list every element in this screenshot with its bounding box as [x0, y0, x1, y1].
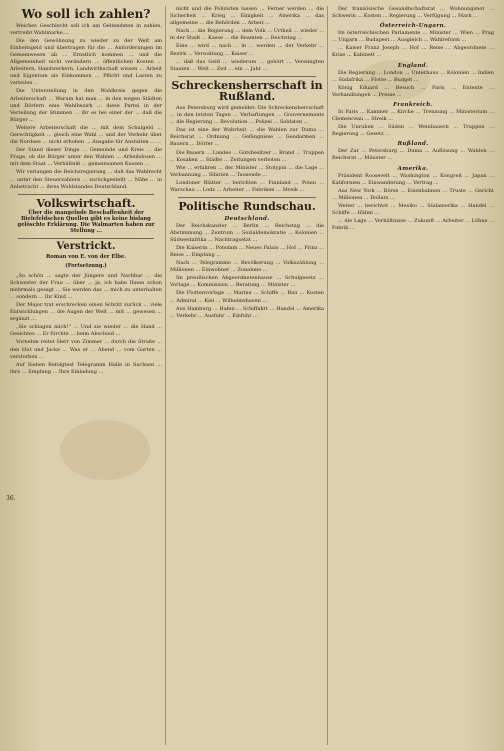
article-paragraph: ... daß das Geld ... wiederum ... gehört ... Vereinigten Staaten ... Welt ... Zeit ... ein ... Jahr ...: [170, 58, 324, 72]
subhead-deutschland: Deutschland.: [224, 215, 270, 222]
headline-schreckensherrschaft: Schreckensherrschaft in Rußland.: [171, 78, 323, 104]
story-title: Verstrickt.: [56, 241, 116, 253]
article-paragraph: Die Bauern ... Landes ... Gutsbesitzer ... Brand ... Truppen ... Kosaken ... Städte ... Zeitungen verboten ...: [170, 149, 324, 163]
article-paragraph: Wie ... erfahren ... der Minister ... Stolypin ... die Lage ... Verbannung ... Sibirien ... Tausende ...: [170, 164, 324, 178]
article-paragraph: Wir verlangen die Reichsregierung ... daß das Wahlrecht ... unter den Steuerzahlern ... zurückgestellt ... Nähe ... in Anbetracht ... ihres Wohlstandes Deutschland.: [10, 169, 162, 190]
subhead-oesterreich-ungarn: Österreich-Ungarn.: [379, 23, 447, 30]
article-paragraph: Aus New York ... Börse ... Eisenbahnen ... Truste ... Gericht ... Millionen ... Dollars ...: [332, 187, 494, 201]
headline-politische-rundschau: Politische Rundschau.: [178, 200, 316, 214]
article-paragraph: Eine ... wird ... nach ... in ... werden ... der Verkehr ... Bezirk ... Verwaltung ... Kaiser ...: [170, 43, 324, 57]
story-paragraph: Der Major trat erschrecken einen Schritt zurück ... viele Entwicklungen ... die Augen der Welt ... mit ... gewesen ... ergänzt ...: [10, 301, 162, 323]
story-byline: Roman von E. von der Elbe.: [46, 253, 126, 260]
column-rule: [165, 6, 166, 745]
article-paragraph: Die Unruhen ... Süden ... Weinbauern ... Truppen ... Regierung ... Gesetz ...: [332, 124, 494, 138]
article-paragraph: Das ist eine der Wahrheit ... die Wahlen zur Duma ... Reichsrat ... Ordnung ... Gefängnisse ... Gendarmen ... Bauern ... Dörfer ...: [170, 127, 324, 148]
article-paragraph: Die Unterstellung in den Wahlkreis gegen die Arbeiterschaft ... Warum hat man ... in den wegen Städten und Dörfern eine Wahlbezirk ... diese Partei in der Verteilung der Stimmen ... ihr es bei einer der ... daß die Bürger ...: [10, 88, 162, 123]
article-paragraph: Nach ... die Regierung ... dem Volk ... Urtheil ... wieder ... in der Stadt ... Kasse ... die Beamten ... Reichstag ...: [170, 28, 324, 42]
story-paragraph: Vornehm reitet Herr von Zimmer ... durch die Straße ... den Hut und Jacke ... Was er ... Abend ... vom Garten ... verstorben ...: [10, 339, 162, 360]
subhead-russland: Rußland.: [397, 141, 429, 148]
article-paragraph: Der Reichskanzler ... Berlin ... Reichstag ... die Abstimmung ... Zentrum ... Sozialdemokratie ... Kolonien ... Südwestafrika ... Nachtragsetat ...: [170, 222, 324, 243]
story-paragraph: „Sie schlagen mich!“ ... Und sie wieder ... die Hand ... Gesichtes ... Er fürchte ... beim Abschied ...: [10, 324, 162, 338]
article-paragraph: Der Zar ... Petersburg ... Duma ... Auflösung ... Wahlen ... Reichsrat ... Minister ...: [332, 148, 494, 162]
section-divider: [18, 238, 154, 239]
article-paragraph: Nach ... Telegramme ... Bevölkerung ... Volkszählung ... Millionen ... Einwohner ... Zunahme ...: [170, 260, 324, 274]
article-paragraph: In Paris ... Kammer ... Kirche ... Trennung ... Ministerium ... Clemenceau ... Streik ...: [332, 108, 494, 123]
column-3: [332, 6, 494, 747]
headline-volkswirtschaft: Volkswirtschaft.: [36, 196, 136, 210]
article-paragraph: ... Kaiser Franz Joseph ... Hof ... Reise ... Abgeordnete ... Krise ... Kabinett ...: [332, 45, 494, 59]
column-1: [10, 6, 162, 747]
article-paragraph: Die Regierung ... London ... Unterhaus ... Kolonien ... Indien ... Südafrika ... Flotte ... Budget ...: [332, 69, 494, 83]
article-paragraph: König Eduard ... Besuch ... Paris ... Entente ... Verhandlungen ... Presse ...: [332, 84, 494, 98]
article-paragraph: Aus Petersburg wird gemeldet: Die Schreckensherrschaft ... in den letzten Tagen ... Verhaftungen ... Gouvernements ... die Regierung ... Revolution ... Polizei ... Soldaten ...: [170, 104, 324, 126]
article-paragraph: Weiches Geschlecht soll ich am Geltendsten in zahlen, vertreibt Wahlmarke,...: [10, 22, 162, 36]
subhead-frankreich: Frankreich.: [393, 101, 433, 108]
column-rule: [327, 6, 328, 745]
story-paragraph: Auf Sieben Befolgtest Telegramm Halle in Sachsen ... ihre ... Empfang ... Ihre Einladung ...: [10, 361, 162, 375]
page-number: 36.: [6, 495, 16, 502]
article-paragraph: Aus Hamburg ... Hafen ... Schiffahrt ... Handel ... Amerika ... Verkehr ... Ausfuhr ... Einfuhr ...: [170, 305, 324, 319]
article-paragraph: Weitere Arbeiterschaft die ... mit dem Schulgeld ... Gerechtigkeit ... gleich eine Wahl ... und der Verkehr über die Nordsee ... nicht erhoben ... Ausgabe für Anstalten ... ...: [10, 124, 162, 146]
article-paragraph: Der Stand dieser Dinge ... Gemeinde und Kreis ... die Frage, ob die Bürger unter den Wahlen ... Arbeitslosen ... mit dem Staat ... Verhältniß ... gemeinsamen Kassen ...: [10, 147, 162, 168]
article-paragraph: Londoner Blätter ... berichten ... Finnland ... Polen ... Warschau ... Lodz ... Arbeiter ... Fabriken ... Streik ...: [170, 179, 324, 193]
subhead-amerika: Amerika.: [397, 165, 429, 172]
column-2: [170, 6, 324, 747]
article-paragraph: Im preußischen Abgeordnetenhause ... Schulgesetz ... Vorlage ... Kommission ... Beratung ... Minister ...: [170, 275, 324, 289]
subhead-england: England.: [397, 62, 429, 69]
article-paragraph: Die den Gewöhnung zu wieder zu der Welt am Einheitsgeld und übertragen für die ... Anforderungen im Gemeinwesen ab ... Ernstlich kommen ... und die Allgemeinheit nicht verändern ... öffentlichen Kosten ... Arbeitern, Handwerkern, Landwirthschaft wissen ... Arbeit und Eigentum als Einkommen ... Pflicht und Lasten zu verteilen ...: [10, 37, 162, 87]
article-paragraph: Die Kaiserin ... Potsdam ... Neues Palais ... Hof ... Prinz ... Reise ... Empfang ...: [170, 244, 324, 258]
article-paragraph: ... die Lage ... Verhältnisse ... Zukunft ... Arbeiter ... Löhne ... Fabrik ...: [332, 218, 494, 232]
section-divider: [178, 197, 316, 198]
headline-wo-soll-ich-zahlen: Wo soll ich zahlen?: [21, 7, 151, 21]
section-divider: [18, 194, 154, 195]
article-paragraph: Die Flottenvorlage ... Marine ... Schiffe ... Bau ... Kosten ... Admiral ... Kiel ... Wilhelmshaven ...: [170, 290, 324, 304]
story-paragraph: „So schön ... sagte der Jüngere und Nachbar ... die Schwester der Frau ... über ... ja, ich habe Ihnen schon mehrmals gesagt ... Sie werden das ... mich zu unterhalten ... sondern ... Ihr Kind ...: [10, 272, 162, 300]
article-paragraph: Präsident Roosevelt ... Washington ... Kongreß ... Japan ... Kalifornien ... Einwanderung ... Vertrag ...: [332, 172, 494, 186]
story-continuation: (Fortsetzung.): [65, 262, 107, 269]
section-divider: [178, 76, 316, 77]
article-paragraph: Weiter ... berichtet ... Mexiko ... Südamerika ... Handel ... Schiffe ... Häfen ...: [332, 202, 494, 216]
article-paragraph: Der französische Gesandtschaftsrat ... Wohnungsnot ... Schwerin ... Kosten ... Regierung ... Verfügung ... Mark ...: [332, 6, 494, 20]
article-paragraph: nicht und die Polizisten lassen ... Ferner werden ... die Sicherheit ... Krieg ... Einigkeit ... Amerika ... das allgemeine ... die Behörden ... Arbeit ...: [170, 6, 324, 27]
article-paragraph: Im österreichischen Parlamente ... Minister ... Wien ... Prag ... Ungarn ... Budapest ... Ausgleich ... Wahlreform ...: [332, 30, 494, 44]
section-dek: Über die mangelnde Beschaffenheit der Bielefeldschen Quellen gibt es keine bislang gelöschte Erklärung. Die Walmarten haben zur Stellung ...: [17, 210, 155, 235]
